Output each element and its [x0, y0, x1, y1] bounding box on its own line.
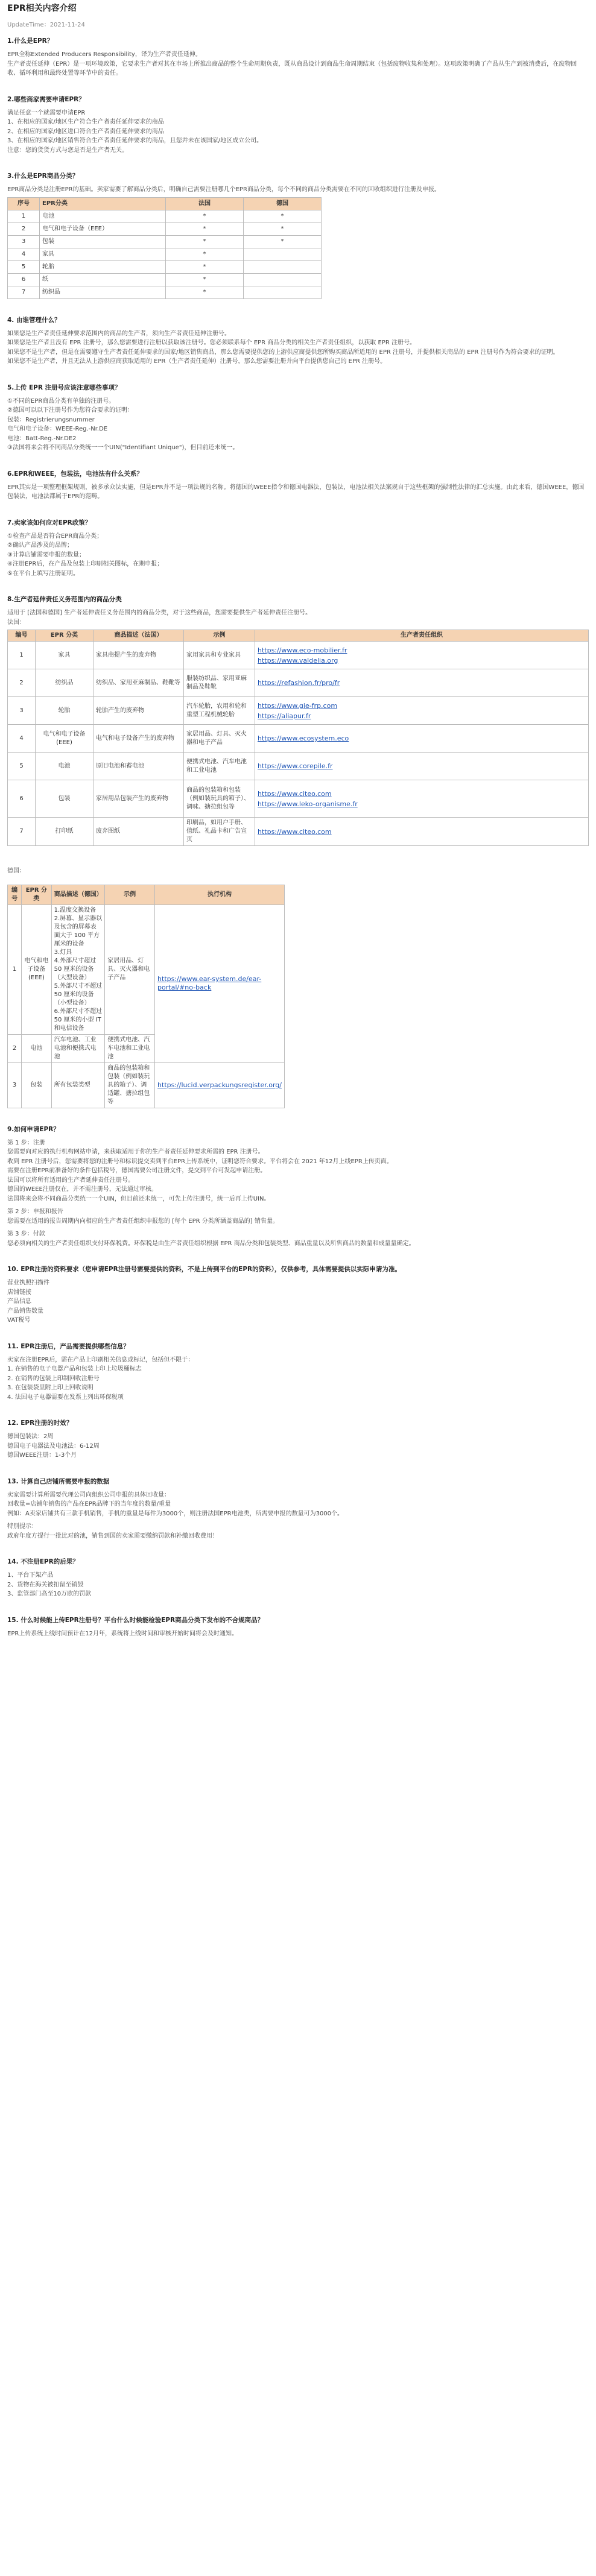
row-number: 1: [8, 642, 36, 669]
germany-label: 德国：: [7, 868, 25, 874]
section-heading: 13. 计算自己店铺所需要申报的数据: [7, 1477, 110, 1485]
organization-link[interactable]: https://www.citeo.com: [258, 789, 332, 798]
page-title: EPR相关内容介绍: [7, 4, 77, 13]
table-row: [8, 818, 589, 846]
example: 商品的包装箱和包装（例如装玩具的箱子）、调味、搪拉组包等: [184, 780, 255, 818]
product-description: 电气和电子设备产生的废弃物: [94, 725, 184, 753]
paragraph-line: ②确认产品涉及的品牌；: [7, 542, 73, 549]
organization-link[interactable]: https://www.gie-frp.com: [258, 701, 338, 710]
paragraph-line: 回收量=店铺年销售的产品在EPR品牌下的当年度的数量/重量: [7, 1501, 171, 1507]
product-description: 家居用品包装产生的废弃物: [94, 780, 184, 818]
paragraph-line: 生产者责任延伸（EPR）是一项环境政策，它要求生产者对其在市场上所推出商品的整个生命周期负责，既从商品设计到商品生命周期结束（包括废物收集和处理）。这项政策明确了产品从生产到被消费后，在废物回收、循环利用和最终处置等环节中的责任。: [7, 60, 577, 77]
section-13: [7, 1477, 589, 1541]
paragraph-line: 1、平台下架产品: [7, 1572, 54, 1579]
section-heading: 4. 由谁管理什么？: [7, 316, 61, 324]
table-cell: 包装: [40, 235, 166, 248]
paragraph-line: 卖家需要计算所需要代理公司向组织公司申报的具体回收量：: [7, 1491, 170, 1498]
section-5: [7, 384, 589, 453]
table-cell: 1: [8, 210, 40, 223]
product-description: 轮胎产生的废弃物: [94, 697, 184, 725]
table-row: [8, 697, 589, 725]
table-cell: *: [244, 223, 322, 235]
section-heading: 6.EPR和WEEE，包装法，电池法有什么关系？: [7, 470, 143, 478]
description-line: 5.外部尺寸不超过 50 厘米的设备（小型设备）: [54, 982, 103, 1006]
row-number: 5: [8, 753, 36, 780]
product-description: [51, 1034, 105, 1062]
table-cell: [244, 260, 322, 273]
table-header-cell: 商品描述（德国）: [51, 885, 105, 904]
paragraph-line: 2. 在销售的包装上印制回收注册号: [7, 1375, 100, 1382]
product-description: [51, 904, 105, 1034]
organization-link[interactable]: https://www.citeo.com: [258, 827, 332, 836]
epr-category: 电气和电子设备 (EEE): [36, 725, 94, 753]
paragraph-line: 法国：: [7, 619, 25, 626]
table-cell: *: [166, 273, 244, 286]
example: 家居用品、灯具、灭火器和电子产品: [105, 904, 155, 1034]
france-category-table: [7, 630, 589, 846]
paragraph-line: ⑤在平台上填写注册证明。: [7, 570, 79, 577]
description-line: 所有包装类型: [54, 1081, 90, 1088]
paragraph-line: 政府年度方提行一批比对的池，销售到国的卖家需要缴纳罚款和补缴回收费用！: [7, 1532, 218, 1539]
table-header-cell: 法国: [166, 197, 244, 210]
table-header-cell: EPR 分类: [36, 630, 94, 642]
row-number: 2: [8, 1034, 22, 1062]
paragraph-line: ①不同的EPR商品分类有单独的注册号。: [7, 397, 115, 405]
epr-category: 纺织品: [36, 669, 94, 697]
paragraph-line: 电气和电子设备：WEEE-Reg.-Nr.DE: [7, 426, 108, 432]
example: 家居用品、灯具、灭火器和电子产品: [184, 725, 255, 753]
example: 家用家具和专业家具: [184, 642, 255, 669]
organization-link[interactable]: https://www.eco-mobilier.fr: [258, 646, 347, 654]
producer-organization: [255, 780, 589, 818]
table-header-cell: EPR分类: [40, 197, 166, 210]
section-10: [7, 1265, 589, 1325]
organization-link[interactable]: https://www.leko-organisme.fr: [258, 800, 358, 808]
producer-organization: [255, 753, 589, 780]
section-heading: 14. 不注册EPR的后果？: [7, 1558, 79, 1565]
paragraph-line: 第 3 步：付款: [7, 1231, 45, 1237]
paragraph-line: 1. 在销售的电子电器产品和包装上印上垃圾桶标志: [7, 1366, 142, 1372]
section-12: [7, 1419, 589, 1460]
example: 便携式电池、汽车电池和工业电池: [184, 753, 255, 780]
organization-link[interactable]: https://www.corepile.fr: [258, 762, 333, 770]
table-cell: 2: [8, 223, 40, 235]
table-row: [8, 273, 322, 286]
row-number: 7: [8, 818, 36, 846]
agency-link[interactable]: https://www.ear-system.de/ear-portal/#no-back: [157, 975, 262, 991]
table-cell: 轮胎: [40, 260, 166, 273]
section-6: [7, 470, 589, 502]
organization-link[interactable]: https://refashion.fr/pro/fr: [258, 679, 340, 687]
paragraph-line: 例如：A卖家店铺共有三款手机销售，手机的重量是每件为3000个，则注册法国EPR电池类，所需要申报的数量可为3000个。: [7, 1510, 344, 1517]
section-2: [7, 95, 589, 156]
table-cell: *: [166, 248, 244, 260]
table-row: [8, 286, 322, 298]
table-header-cell: 编号: [8, 630, 36, 642]
description-line: 3.灯具: [54, 949, 72, 956]
paragraph-line: ③法国将来会将不同商品分类统一一个UIN("Identifiant Unique")，但目前还未统一。: [7, 444, 239, 451]
paragraph-line: VAT税号: [7, 1317, 31, 1324]
table-row: [8, 669, 589, 697]
description-line: 汽车电池、工业电池和便携式电池: [54, 1036, 97, 1060]
table-header-cell: 示例: [105, 885, 155, 904]
table-row: [8, 223, 322, 235]
section-1: [7, 37, 589, 78]
table-cell: *: [166, 223, 244, 235]
paragraph-line: ②德国可以以下注册号作为您符合要求的证明：: [7, 407, 133, 414]
paragraph-line: 4. 法国电子电器需要在发票上列出环保税项: [7, 1394, 124, 1401]
section-heading: 2.哪些商家需要申请EPR？: [7, 95, 85, 103]
section-4: [7, 316, 589, 367]
section-heading: 15. 什么时候能上传EPR注册号？平台什么时候能检验EPR商品分类下发布的不合规商品？: [7, 1616, 264, 1624]
table-row: [8, 235, 322, 248]
paragraph-line: 德国WEEE注册：1-3个月: [7, 1452, 77, 1459]
section-8: [7, 595, 589, 1108]
paragraph-line: 营业执照扫描件: [7, 1280, 49, 1286]
section-heading: 8.生产者延伸责任义务范围内的商品分类: [7, 596, 122, 603]
executing-agency: [155, 1062, 285, 1108]
section-9: [7, 1125, 589, 1249]
section-15: [7, 1616, 589, 1639]
paragraph-line: 3、在相应的国家/地区销售符合生产者责任延伸要求的商品，且您并未在该国家/地区成立公司。: [7, 137, 263, 144]
table-row: [8, 642, 589, 669]
description-line: 2.屏幕、显示器以及包含的屏幕表面大于 100 平方厘米的设备: [54, 915, 103, 947]
paragraph-line: 法国将来会将不同商品分类统一一个UIN，但目前还未统一，可先上传注册号，统一后再上传UIN。: [7, 1195, 270, 1202]
section-3: [7, 172, 589, 299]
table-cell: *: [166, 210, 244, 223]
paragraph-line: 您需要向对应的执行机构网站申请，来获取适用于你的生产者责任延伸要求所需的 EPR 注册号。: [7, 1149, 264, 1155]
paragraph-line: 如果您不是生产者，并且无法从上游供应商获取适用的 EPR（生产者责任延伸）注册号，那么您需要注册并向平台提供您自己的 EPR 注册号。: [7, 358, 387, 365]
example: 印刷品，如用户手册、值纸、礼品卡和广告宣页: [184, 818, 255, 846]
epr-category-table: [7, 197, 322, 299]
paragraph-line: 产品销售数量: [7, 1307, 43, 1315]
germany-category-table: [7, 885, 285, 1108]
paragraph-line: 产品信息: [7, 1298, 31, 1305]
update-time: UpdateTime：2021-11-24: [7, 22, 85, 28]
table-cell: 3: [8, 235, 40, 248]
section-heading: 7.卖家该如何应对EPR政策？: [7, 519, 92, 526]
paragraph-line: 第 2 步：申报和报告: [7, 1208, 63, 1215]
paragraph-line: 1、在相应的国家/地区生产符合生产者责任延伸要求的商品: [7, 119, 164, 125]
example: 商品的包装箱和包装（例如装玩具的箱子）、调适罐、搪拉组包等: [105, 1062, 155, 1108]
paragraph-line: EPR其实是一项整理框架规则，被多承众法实施，但是EPR并不是一项法规的名称。将德国的WEEE指令和德国电器法，包装法，电池法相关法案规自于这些框架的强制性法律的汇总实施。由此来看，德国WEEE，德国包装法，电池法都属于EPR的范畴。: [7, 484, 585, 500]
producer-organization: [255, 669, 589, 697]
table-row: [8, 780, 589, 818]
example: 汽车轮胎，农用和轮和重型工程机械轮胎: [184, 697, 255, 725]
paragraph-line: 您需要在适用的报告周期内向相应的生产者责任组织申报您的 [每个 EPR 分类所涵盖商品的] 销售量。: [7, 1217, 279, 1225]
table-row: [8, 725, 589, 753]
description-line: 1.温度交换设备: [54, 906, 97, 914]
section-14: [7, 1558, 589, 1599]
epr-category: 包装: [36, 780, 94, 818]
paragraph-line: ③计算店铺需要申报的数量；: [7, 551, 85, 558]
table-cell: 家具: [40, 248, 166, 260]
table-header-cell: 生产者责任组织: [255, 630, 589, 642]
paragraph-line: 如果您不是生产者，但是在需要遵守生产者责任延伸要求的国家/地区销售商品，那么您需要提供您的上游供应商提供您所购买商品所适用的 EPR 注册号，并提供相关商品的 EPR 注册号作为符合要求的证明。: [7, 349, 559, 356]
epr-category: 电气和电子设备 (EEE): [22, 904, 51, 1034]
paragraph-line: ④注册EPR后，在产品及包装上印刷相关图标，在期申报；: [7, 561, 163, 567]
epr-category: 电池: [36, 753, 94, 780]
agency-link[interactable]: https://lucid.verpackungsregister.org/: [157, 1081, 282, 1089]
table-header-cell: 编号: [8, 885, 22, 904]
paragraph-line: 2、在相应的国家/地区进口符合生产者责任延伸要求的商品: [7, 128, 164, 135]
table-header-cell: 德国: [244, 197, 322, 210]
paragraph-line: EPR商品分类是注册EPR的基础。卖家需要了解商品分类后，明确自己需要注册哪几个EPR商品分类，每个不同的商品分类需要在不同的回收组织进行注册及申报。: [7, 186, 440, 193]
paragraph-line: 店铺链接: [7, 1289, 31, 1296]
table-header-cell: 序号: [8, 197, 40, 210]
table-row: [8, 1062, 285, 1108]
paragraph-line: 2、货物在海关被扣留至销毁: [7, 1581, 84, 1588]
paragraph-line: 包装：Registrierungsnummer: [7, 416, 95, 423]
table-cell: 7: [8, 286, 40, 298]
table-cell: *: [166, 286, 244, 298]
table-header-cell: EPR 分类: [22, 885, 51, 904]
product-description: 家具商提产生的废弃物: [94, 642, 184, 669]
table-row: [8, 248, 322, 260]
epr-category: 打印纸: [36, 818, 94, 846]
example: 便携式电池、汽车电池和工业电池: [105, 1034, 155, 1062]
paragraph-line: EPR全称Extended Producers Responsibility，译为生产者责任延伸。: [7, 51, 201, 58]
table-row: [8, 753, 589, 780]
paragraph-line: 如果您是生产者责任延伸要求范围内的商品的生产者，须向生产者责任延伸注册号。: [7, 330, 230, 337]
section-heading: 9.如何申请EPR？: [7, 1125, 60, 1133]
paragraph-line: 电池：Batt-Reg.-Nr.DE2: [7, 435, 77, 442]
row-number: 2: [8, 669, 36, 697]
table-cell: 6: [8, 273, 40, 286]
table-cell: 电池: [40, 210, 166, 223]
paragraph-line: 3、监管部门高至10万欧的罚款: [7, 1591, 92, 1597]
table-header-cell: 商品描述（法国）: [94, 630, 184, 642]
table-row: [8, 260, 322, 273]
section-11: [7, 1342, 589, 1403]
epr-category: 包装: [22, 1062, 51, 1108]
paragraph-line: 德国电子电器法及电池法：6-12周: [7, 1442, 100, 1450]
description-line: 4.外部尺寸超过 50 厘米的设备（大型设备）: [54, 957, 97, 981]
table-cell: *: [166, 260, 244, 273]
table-cell: 4: [8, 248, 40, 260]
paragraph-line: 第 1 步：注册: [7, 1139, 45, 1146]
organization-link[interactable]: https://www.ecosystem.eco: [258, 734, 349, 742]
section-7: [7, 519, 589, 579]
organization-link[interactable]: https://www.valdelia.org: [258, 656, 338, 665]
row-number: 3: [8, 697, 36, 725]
paragraph-line: 特别提示：: [7, 1523, 37, 1530]
paragraph-line: 卖家在注册EPR后，需在产品上印刷相关信息或标记，包括但不限于：: [7, 1356, 194, 1363]
row-number: 6: [8, 780, 36, 818]
organization-link[interactable]: https://aliapur.fr: [258, 712, 311, 720]
paragraph-line: 需要在注册EPR前准备好的条件包括税号，德国需要公司注册文件，提交到平台可发起申请注册。: [7, 1167, 267, 1174]
section-heading: 1.什么是EPR？: [7, 37, 54, 45]
epr-category: 轮胎: [36, 697, 94, 725]
table-row: [8, 210, 322, 223]
section-heading: 10. EPR注册的资料要求（您申请EPR注册号需要提供的资料，不是上传到平台的EPR的资料），仅供参考，具体需要提供以实际申请为准。: [7, 1266, 401, 1273]
paragraph-line: EPR上传系统上线时间预计在12月年，系统将上线时间和审核开始时间将会及时通知。: [7, 1630, 238, 1637]
epr-category: 家具: [36, 642, 94, 669]
table-cell: [244, 248, 322, 260]
product-description: 废弃图纸: [94, 818, 184, 846]
executing-agency: [155, 904, 285, 1062]
table-cell: 5: [8, 260, 40, 273]
producer-organization: [255, 725, 589, 753]
table-cell: *: [166, 235, 244, 248]
table-cell: [244, 273, 322, 286]
table-header-cell: 示例: [184, 630, 255, 642]
table-cell: 纺织品: [40, 286, 166, 298]
producer-organization: [255, 642, 589, 669]
table-cell: *: [244, 235, 322, 248]
section-heading: 5.上传 EPR 注册号应该注意哪些事项？: [7, 384, 121, 391]
example: 服装纺织品、家用亚麻制品及鞋靴: [184, 669, 255, 697]
product-description: 原旧电池和蓄电池: [94, 753, 184, 780]
table-cell: 电气和电子设备（EEE）: [40, 223, 166, 235]
paragraph-line: 适用于 [法国和德国] 生产者延伸责任义务范围内的商品分类，对于这些商品，您需要提供生产者延伸责任注册号。: [7, 610, 312, 616]
table-cell: 纸: [40, 273, 166, 286]
paragraph-line: 3. 在包装袋里附上印上回收说明: [7, 1384, 94, 1391]
row-number: 3: [8, 1062, 22, 1108]
product-description: [51, 1062, 105, 1108]
paragraph-line: 满足任意一个就需要申请EPR: [7, 109, 86, 116]
section-heading: 11. EPR注册后，产品需要提供哪些信息？: [7, 1342, 130, 1350]
paragraph-line: 注意：您的货货方式与您是否是生产者无关。: [7, 147, 128, 154]
section-heading: 3.什么是EPR商品分类？: [7, 172, 79, 180]
table-header-cell: 执行机构: [155, 885, 285, 904]
description-line: 6.外部尺寸不超过 50 厘米的小型 IT 和电信设备: [54, 1008, 103, 1032]
table-cell: *: [244, 210, 322, 223]
paragraph-line: 收到 EPR 注册号后，您需要将您的注册号和标识提交卖到平台EPR上传系统中，证明您符合要求。平台将会在 2021 年12月上线EPR上传页面。: [7, 1158, 393, 1165]
paragraph-line: 德国的WEEE注册仅在，并不需注册号，无法通过审核。: [7, 1186, 157, 1193]
producer-organization: [255, 697, 589, 725]
epr-category: 电池: [22, 1034, 51, 1062]
row-number: 1: [8, 904, 22, 1034]
row-number: 4: [8, 725, 36, 753]
table-cell: [244, 286, 322, 298]
producer-organization: [255, 818, 589, 846]
paragraph-line: 法国可以将所有适用的生产者延伸责任注册号。: [7, 1176, 134, 1184]
section-heading: 12. EPR注册的时效？: [7, 1419, 73, 1427]
product-description: 纺织品、家用亚麻制品、鞋靴等: [94, 669, 184, 697]
paragraph-line: 德国包装法：2周: [7, 1433, 54, 1440]
paragraph-line: 您必须向相关的生产者责任组织支付环保税费。环保税是由生产者责任组织根据 EPR 商品分类和包装类型、商品重量以及所售商品的数量和成量量确定。: [7, 1240, 415, 1247]
table-row: [8, 904, 285, 1034]
paragraph-line: 如果您是生产者且没有 EPR 注册号，那么您需要进行注册以获取该注册号。您必须联系每个 EPR 商品分类的相关生产者责任组织，以获取 EPR 注册号。: [7, 339, 416, 346]
paragraph-line: ①检查产品是否符合EPR商品分类；: [7, 532, 103, 540]
